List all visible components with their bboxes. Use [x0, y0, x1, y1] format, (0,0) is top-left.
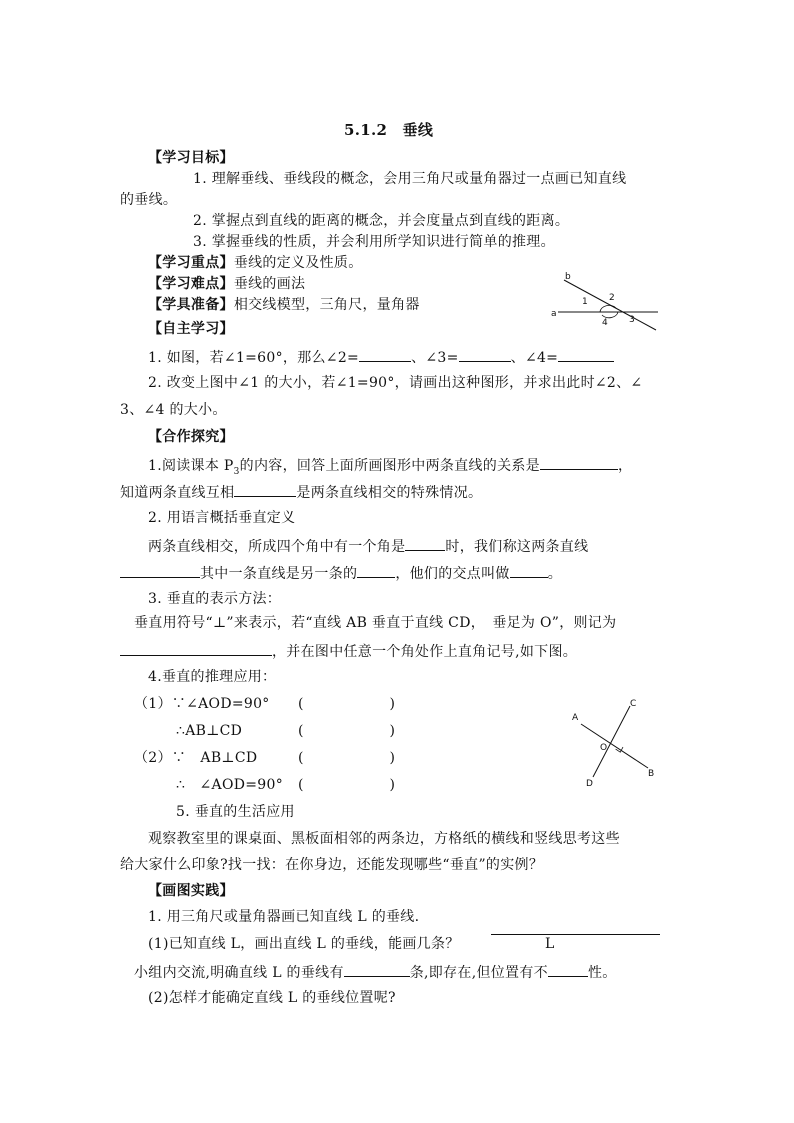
reasoning-1-given: （1）∵∠AOD=90°	[134, 696, 270, 712]
goal-3: 3. 掌握垂线的性质，并会利用所学知识进行简单的推理。	[193, 234, 555, 250]
angle-arc-top	[600, 305, 616, 312]
answer-blank-count[interactable]	[344, 962, 410, 977]
label-D: D	[586, 779, 593, 789]
c1-part-c: 知道两条直线互相	[120, 485, 235, 501]
reasoning-3-reason-blank[interactable]: ( )	[298, 750, 396, 766]
goal-1: 1. 理解垂线、垂线段的概念，会用三角尺或量角器过一点画已知直线	[193, 171, 627, 187]
self-study-q1	[148, 347, 614, 367]
coop-item-5: 5. 垂直的生活应用	[176, 804, 295, 820]
line-cd	[593, 706, 630, 777]
answer-blank-relation[interactable]	[540, 455, 618, 470]
label-angle-3: 3	[629, 315, 635, 325]
reasoning-1-reason-blank[interactable]: ( )	[298, 696, 396, 712]
notation-line-2	[120, 641, 577, 661]
life-application-2: 给大家什么印象?找一找：在你身边，还能发现哪些“垂直”的实例？	[120, 857, 544, 873]
c1-part-b: 的内容，回答上面所画图形中两条直线的关系是	[239, 458, 540, 474]
coop-item-4: 4.垂直的推理应用：	[148, 669, 277, 685]
goal-1-cont: 的垂线。	[120, 192, 178, 208]
difficulty-line	[148, 275, 305, 293]
answer-blank-perpendicular[interactable]	[120, 563, 200, 578]
life-application-1: 观察教室里的课桌面、黑板面相邻的两条边，方格纸的横线和竖线思考这些	[148, 831, 620, 847]
answer-blank-uniqueness[interactable]	[548, 962, 588, 977]
self-study-q2: 2. 改变上图中∠1 的大小，若∠1=90°，请画出这种图形，并求出此时∠2、∠	[148, 375, 643, 391]
tools-line	[148, 296, 420, 314]
tools-text: 相交线模型，三角尺，量角器	[233, 297, 420, 313]
focus-line	[148, 254, 363, 272]
self-study-q2-cont: 3、∠4 的大小。	[120, 402, 227, 418]
label-C: C	[630, 699, 637, 709]
practice-heading: 【画图实践】	[148, 883, 234, 899]
coop-item-2: 2. 用语言概括垂直定义	[148, 510, 296, 526]
c1-part-d: 是两条直线相交的特殊情况。	[296, 485, 483, 501]
focus-text: 垂线的定义及性质。	[233, 255, 363, 271]
line-l-label: L	[545, 936, 555, 952]
tools-heading: 【学具准备】	[148, 297, 234, 313]
answer-blank-notation[interactable]	[120, 641, 272, 656]
discussion-part-b: 条,即存在,但位置有不	[409, 965, 548, 981]
definition-line-2	[120, 563, 562, 583]
c1-subscript: 3	[233, 466, 240, 477]
label-angle-1: 1	[582, 297, 588, 307]
def-part-c: 其中一条直线是另一条的	[200, 566, 358, 582]
def-part-b: 时，我们称这两条直线	[445, 539, 589, 555]
c1-end: ，	[617, 458, 633, 474]
def-part-a: 两条直线相交，所成四个角中有一个角是	[148, 539, 406, 555]
answer-blank-angle2[interactable]	[359, 347, 411, 362]
answer-blank-right-angle[interactable]	[405, 536, 445, 551]
practice-question-2: (2)怎样才能确定直线 L 的垂线位置呢?	[148, 990, 396, 1006]
difficulty-heading: 【学习难点】	[148, 276, 234, 292]
notation-instruction: ，并在图中任意一个角处作上直角记号,如下图。	[272, 644, 578, 660]
intersecting-lines-figure	[548, 268, 663, 333]
discussion-part-a: 小组内交流,明确直线 L 的垂线有	[134, 965, 344, 981]
q1-part-c: 、∠4=	[510, 350, 559, 366]
q1-part-a: 1. 如图，若∠1=60°，那么∠2=	[148, 350, 360, 366]
reasoning-2-reason-blank[interactable]: ( )	[298, 723, 396, 739]
label-angle-4: 4	[602, 318, 608, 328]
label-A: A	[572, 713, 579, 723]
def-end: 。	[547, 566, 563, 582]
answer-blank-angle3[interactable]	[459, 347, 511, 362]
line-ab	[581, 724, 648, 768]
goals-heading: 【学习目标】	[148, 150, 234, 166]
reasoning-1-conclusion: ∴AB⊥CD	[176, 723, 243, 739]
answer-blank-perp-line[interactable]	[357, 563, 395, 578]
label-b: b	[565, 272, 571, 282]
coop-item-3: 3. 垂直的表示方法：	[148, 591, 282, 607]
definition-line-1	[148, 536, 588, 556]
reasoning-2-conclusion: ∴ ∠AOD=90°	[176, 777, 283, 793]
practice-discussion	[134, 962, 617, 982]
self-study-heading: 【自主学习】	[148, 321, 234, 337]
practice-question-1: (1)已知直线 L，画出直线 L 的垂线，能画几条？	[148, 936, 460, 952]
answer-blank-mutual[interactable]	[234, 482, 296, 497]
q1-part-b: 、∠3=	[411, 350, 459, 366]
coop-item-1	[148, 455, 632, 481]
c1-part-a: 1.阅读课本 P	[148, 458, 234, 474]
label-O: O	[600, 743, 608, 753]
label-a: a	[551, 309, 557, 319]
discussion-part-c: 性。	[587, 965, 617, 981]
difficulty-text: 垂线的画法	[233, 276, 306, 292]
page-title: 5.1.2 垂线	[344, 121, 434, 139]
label-angle-2: 2	[609, 293, 615, 303]
label-B: B	[648, 769, 655, 779]
answer-blank-foot[interactable]	[510, 563, 548, 578]
answer-blank-angle4[interactable]	[558, 347, 614, 362]
reasoning-4-reason-blank[interactable]: ( )	[298, 777, 396, 793]
def-part-d: ，他们的交点叫做	[395, 566, 510, 582]
line-l	[491, 934, 660, 935]
reasoning-2-given: （2）∵ AB⊥CD	[134, 750, 258, 766]
perpendicular-lines-figure	[568, 692, 664, 792]
notation-line: 垂直用符号“⊥”来表示，若“直线 AB 垂直于直线 CD， 垂足为 O”，则记为	[134, 615, 617, 631]
angle-arc-bottom	[602, 312, 618, 318]
practice-item-1: 1. 用三角尺或量角器画已知直线 L 的垂线.	[148, 909, 420, 925]
goal-2: 2. 掌握点到直线的距离的概念，并会度量点到直线的距离。	[193, 213, 570, 229]
coop-heading: 【合作探究】	[148, 429, 234, 445]
focus-heading: 【学习重点】	[148, 255, 234, 271]
coop-item-1-cont	[120, 482, 482, 502]
